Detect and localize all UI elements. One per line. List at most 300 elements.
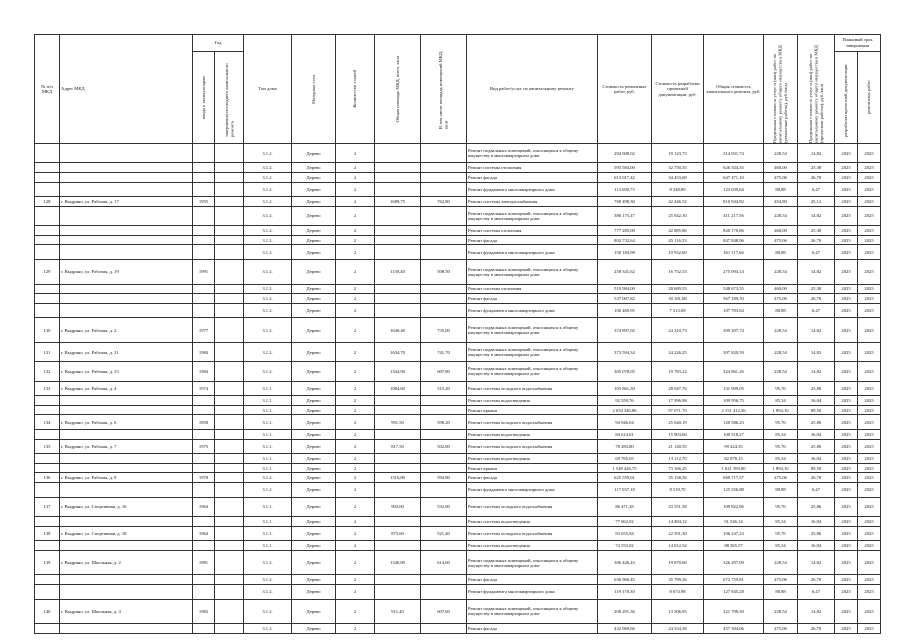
cell-design-cost: 25 640,19 [652,415,704,430]
cell-total-cost: 107 783,64 [704,303,764,318]
col-year-renovation [215,51,244,144]
cell-term-design: 2025 [835,259,858,284]
cell-total-cost: 324 861,26 [704,362,764,381]
cell-house-type: 3.1.2. [244,197,292,207]
table-row [35,318,881,343]
cell-wall-material: Дерево [292,342,336,361]
cell-limit-cost-design: 26,70 [798,235,835,245]
col-year-group: Год [193,35,244,52]
col-planned-term: Плановый срок завершения [835,35,881,52]
table-row [35,396,881,406]
cell-total-area [375,396,421,406]
cell-year-renovation [215,318,244,343]
cell-house-type: 3.1.2. [244,362,292,381]
cell-term-design: 2025 [835,405,858,415]
cell-floors: 2 [336,294,375,304]
cell-total-area [375,172,421,182]
cell-work-type: Ремонт подвальных помещений, относящихся к общему имуществу в многоквартирном доме [467,362,598,381]
cell-term-repair: 2025 [858,303,881,318]
cell-floors: 2 [336,575,375,585]
cell-term-design: 2025 [835,381,858,396]
cell-living-area: 502,80 [421,439,467,454]
table-row [35,284,881,294]
cell-floors: 2 [336,454,375,464]
cell-term-repair: 2025 [858,362,881,381]
cell-limit-cost-design: 25,38 [798,163,835,173]
cell-total-cost: 120 586,23 [704,415,764,430]
cell-house-type: 3.1.2. [244,575,292,585]
cell-limit-cost-design: 89,50 [798,405,835,415]
cell-repair-cost: 69 765,05 [598,454,652,464]
cell-living-area [421,463,467,473]
cell-wall-material: Дерево [292,454,336,464]
cell-design-cost: 42 446,52 [652,197,704,207]
cell-house-type: 3.1.1. [244,526,292,541]
cell-total-cost: 314 031,74 [704,144,764,163]
cell-limit-cost-repair: 228,54 [764,342,798,361]
cell-address [60,163,193,173]
cell-num [35,624,60,634]
cell-wall-material: Дерево [292,303,336,318]
cell-year-renovation [215,197,244,207]
cell-house-type: 3.1.2. [244,172,292,182]
cell-term-repair: 2025 [858,197,881,207]
cell-total-area: 1640,40 [375,318,421,343]
cell-floors: 2 [336,342,375,361]
cell-design-cost: 97 071,70 [652,405,704,415]
table-row [35,381,881,396]
cell-work-type: Ремонт фасада [467,294,598,304]
cell-repair-cost: 83 655,94 [598,526,652,541]
cell-work-type: Ремонт системы водоотведения [467,517,598,527]
cell-term-design: 2025 [835,226,858,236]
cell-work-type: Ремонт системы холодного водоснабжения [467,526,598,541]
cell-limit-cost-repair: 85,34 [764,430,798,440]
cell-wall-material: Дерево [292,584,336,599]
table-header [35,35,881,144]
col-living-area-label: В том числе площадь помещений МКД, кв.м [438,50,449,129]
cell-address [60,405,193,415]
cell-limit-cost-design: 26,70 [798,624,835,634]
cell-term-repair: 2025 [858,226,881,236]
cell-year-commission [193,294,215,304]
cell-address [60,182,193,197]
cell-floors: 2 [336,405,375,415]
cell-address: г. Выдрино, ул. Рабочая, д. 2 [60,318,193,343]
cell-wall-material: Дерево [292,362,336,381]
cell-term-design: 2025 [835,206,858,225]
cell-limit-cost-design: 14,82 [798,599,835,624]
cell-num [35,454,60,464]
cell-num [35,294,60,304]
cell-limit-cost-repair: 85,34 [764,517,798,527]
cell-address: г. Выдрино, ул. Рабочая, д. 31 [60,342,193,361]
cell-total-cost: 820 170,86 [704,226,764,236]
cell-address: г. Выдрино, ул. Школьная, д. 2 [60,550,193,575]
cell-limit-cost-repair: 1 894,10 [764,405,798,415]
cell-design-cost: 19 870,66 [652,550,704,575]
cell-num [35,226,60,236]
cell-floors: 2 [336,197,375,207]
cell-living-area: 515,20 [421,381,467,396]
cell-year-commission [193,517,215,527]
cell-term-design: 2025 [835,144,858,163]
cell-floors: 2 [336,284,375,294]
cell-year-renovation [215,415,244,430]
cell-num [35,517,60,527]
cell-year-commission [193,235,215,245]
cell-year-renovation [215,342,244,361]
cell-limit-cost-repair: 95,76 [764,439,798,454]
cell-num: 138 [35,526,60,541]
cell-floors: 2 [336,362,375,381]
cell-term-repair: 2025 [858,439,881,454]
col-total-cost: Общая стоимость капитального ремонта, руб. [704,35,764,144]
cell-living-area: 532,80 [421,497,467,516]
cell-year-renovation [215,362,244,381]
cell-design-cost: 14 012,54 [652,541,704,551]
cell-year-commission: 1977 [193,318,215,343]
cell-total-area [375,541,421,551]
table-row [35,463,881,473]
cell-design-cost: 35 799,36 [652,575,704,585]
col-term-design-label: разработки проектной документации [843,64,849,138]
cell-repair-cost: 86 471,28 [598,497,652,516]
cell-design-cost: 19 123,73 [652,144,704,163]
cell-term-repair: 2025 [858,259,881,284]
cell-limit-cost-repair: 88,88 [764,182,798,197]
table-row [35,483,881,498]
cell-limit-cost-repair: 475,06 [764,294,798,304]
cell-address: г. Выдрино, ул. Рабочая, д. 33 [60,362,193,381]
table-row [35,439,881,454]
cell-repair-cost: 306 426,43 [598,550,652,575]
cell-term-repair: 2025 [858,430,881,440]
cell-term-repair: 2025 [858,415,881,430]
cell-num: 128 [35,197,60,207]
cell-house-type: 3.1.1. [244,396,292,406]
cell-work-type: Ремонт системы холодного водоснабжения [467,497,598,516]
cell-floors: 2 [336,526,375,541]
cell-design-cost: 16 752,53 [652,259,704,284]
cell-total-cost: 131 909,05 [704,381,764,396]
cell-wall-material: Дерево [292,318,336,343]
cell-house-type: 3.1.2. [244,163,292,173]
cell-term-repair: 2025 [858,396,881,406]
cell-term-repair: 2025 [858,599,881,624]
cell-year-renovation [215,439,244,454]
cell-term-repair: 2025 [858,454,881,464]
cell-address: г. Выдрино, ул. Школьная, д. 4 [60,599,193,624]
cell-limit-cost-design: 26,70 [798,294,835,304]
col-year-commission-label: ввода в эксплуатацию [200,75,206,119]
cell-year-commission [193,284,215,294]
cell-house-type: 3.1.2. [244,584,292,599]
cell-address [60,584,193,599]
cell-term-repair: 2025 [858,342,881,361]
cell-num: 140 [35,599,60,624]
cell-work-type: Ремонт системы водоотведения [467,430,598,440]
cell-address [60,172,193,182]
cell-repair-cost: 92 559,76 [598,396,652,406]
table-row [35,245,881,260]
cell-limit-cost-design: 14,82 [798,318,835,343]
cell-num [35,163,60,173]
cell-wall-material: Дерево [292,439,336,454]
cell-limit-cost-repair: 95,76 [764,526,798,541]
col-wall-material-label: Материал стен [310,74,316,104]
cell-repair-cost: 432 969,66 [598,624,652,634]
cell-limit-cost-repair: 88,88 [764,303,798,318]
cell-term-repair: 2025 [858,473,881,483]
cell-living-area: 607,60 [421,599,467,624]
cell-limit-cost-repair: 460,00 [764,226,798,236]
cell-work-type: Ремонт подвальных помещений, относящихся к общему имуществу в многоквартирном доме [467,550,598,575]
cell-year-renovation [215,463,244,473]
cell-term-design: 2025 [835,541,858,551]
cell-year-renovation [215,541,244,551]
cell-wall-material: Дерево [292,517,336,527]
cell-limit-cost-repair: 475,06 [764,575,798,585]
repair-program-table [34,34,881,634]
cell-repair-cost: 613 017,42 [598,172,652,182]
cell-total-cost: 567 189,50 [704,294,764,304]
cell-work-type: Ремонт системы холодного водоснабжения [467,439,598,454]
cell-total-area [375,463,421,473]
table-row [35,226,881,236]
cell-num [35,541,60,551]
cell-limit-cost-design: 14,82 [798,206,835,225]
cell-house-type: 3.1.2. [244,144,292,163]
table-row [35,584,881,599]
cell-limit-cost-design: 14,82 [798,550,835,575]
cell-term-design: 2025 [835,439,858,454]
cell-year-renovation [215,584,244,599]
cell-limit-cost-repair: 88,88 [764,584,798,599]
cell-total-cost: 99 424,35 [704,439,764,454]
cell-total-area [375,144,421,163]
cell-year-commission [193,163,215,173]
cell-year-commission: 1984 [193,342,215,361]
cell-limit-cost-repair: 228,54 [764,206,798,225]
cell-year-renovation [215,172,244,182]
cell-term-repair: 2025 [858,182,881,197]
cell-design-cost: 73 166,25 [652,463,704,473]
cell-design-cost: 30 181,68 [652,294,704,304]
cell-address: г. Выдрино, ул. Спортивная, д. 16 [60,497,193,516]
cell-num: 130 [35,318,60,343]
cell-wall-material: Дерево [292,483,336,498]
cell-num [35,172,60,182]
table-row [35,550,881,575]
cell-total-cost: 647 471,10 [704,172,764,182]
cell-repair-cost: 119 170,30 [598,584,652,599]
table-row [35,342,881,361]
cell-floors: 2 [336,182,375,197]
cell-wall-material: Дерево [292,396,336,406]
cell-work-type: Ремонт системы водоотведения [467,541,598,551]
cell-address: г. Выдрино, ул. Рабочая, д. 6 [60,415,193,430]
cell-floors: 2 [336,226,375,236]
cell-limit-cost-design: 14,82 [798,259,835,284]
cell-total-area [375,235,421,245]
cell-floors: 2 [336,584,375,599]
cell-repair-cost: 84 614,61 [598,430,652,440]
cell-design-cost: 15 903,66 [652,430,704,440]
cell-house-type: 3.1.2. [244,342,292,361]
cell-limit-cost-design: 25,86 [798,439,835,454]
cell-term-design: 2025 [835,342,858,361]
document-page [34,34,880,634]
cell-design-cost: 35 158,56 [652,473,704,483]
col-term-repair-label: ремонтных работ [866,80,872,115]
cell-total-cost: 660 717,57 [704,473,764,483]
cell-floors: 2 [336,624,375,634]
cell-year-renovation [215,454,244,464]
cell-wall-material: Дерево [292,575,336,585]
cell-repair-cost: 100 469,95 [598,303,652,318]
cell-total-cost: 123 039,64 [704,182,764,197]
cell-term-design: 2025 [835,182,858,197]
cell-year-renovation [215,303,244,318]
cell-floors: 2 [336,415,375,430]
cell-floors: 2 [336,430,375,440]
cell-floors: 2 [336,163,375,173]
cell-house-type: 3.1.1. [244,405,292,415]
cell-total-area [375,245,421,260]
table-row [35,517,881,527]
cell-address: г. Выдрино, ул. Рабочая, д. 19 [60,259,193,284]
cell-limit-cost-design: 16,04 [798,430,835,440]
col-limit-cost-design [798,35,835,144]
cell-address [60,284,193,294]
cell-work-type: Ремонт фасада [467,473,598,483]
cell-num [35,245,60,260]
cell-floors: 2 [336,303,375,318]
cell-work-type: Ремонт подвальных помещений, относящихся к общему имуществу в многоквартирном доме [467,599,598,624]
cell-address [60,430,193,440]
cell-total-area: 1130,40 [375,259,421,284]
cell-wall-material: Дерево [292,463,336,473]
cell-wall-material: Дерево [292,284,336,294]
cell-total-area: 1340,80 [375,550,421,575]
cell-repair-cost: 77 062,02 [598,517,652,527]
cell-limit-cost-repair: 85,34 [764,454,798,464]
cell-total-area: 1084,60 [375,381,421,396]
cell-limit-cost-design: 16,04 [798,454,835,464]
cell-total-cost: 221 798,30 [704,599,764,624]
col-design-cost: Стоимость разработки проектной документации, руб. [652,35,704,144]
cell-work-type: Ремонт системы отопления [467,226,598,236]
cell-total-area: 911,40 [375,599,421,624]
cell-floors: 2 [336,550,375,575]
cell-total-cost: 106 247,23 [704,526,764,541]
cell-term-design: 2025 [835,318,858,343]
cell-limit-cost-design: 14,82 [798,342,835,361]
cell-term-design: 2025 [835,235,858,245]
cell-design-cost: 8 348,89 [652,182,704,197]
cell-term-design: 2025 [835,284,858,294]
cell-term-design: 2025 [835,454,858,464]
cell-living-area [421,430,467,440]
table-row [35,430,881,440]
table-row [35,473,881,483]
cell-total-area [375,284,421,294]
cell-term-repair: 2025 [858,483,881,498]
cell-term-repair: 2025 [858,517,881,527]
cell-design-cost: 8 674,98 [652,584,704,599]
table-row [35,362,881,381]
cell-floors: 2 [336,517,375,527]
cell-limit-cost-design: 6,47 [798,483,835,498]
table-row [35,163,881,173]
cell-work-type: Ремонт фасада [467,235,598,245]
cell-address [60,226,193,236]
cell-term-repair: 2025 [858,318,881,343]
cell-wall-material: Дерево [292,226,336,236]
cell-year-renovation [215,599,244,624]
cell-total-cost: 275 094,14 [704,259,764,284]
cell-total-area [375,163,421,173]
cell-total-cost: 100 518,27 [704,430,764,440]
cell-design-cost: 28 047,76 [652,381,704,396]
cell-limit-cost-design: 89,50 [798,463,835,473]
cell-term-design: 2025 [835,463,858,473]
cell-design-cost: 22 591,30 [652,526,704,541]
cell-living-area [421,303,467,318]
cell-living-area [421,575,467,585]
cell-design-cost: 7 313,69 [652,303,704,318]
cell-limit-cost-design: 25,86 [798,415,835,430]
cell-repair-cost: 593 584,00 [598,163,652,173]
cell-total-area: 991,50 [375,415,421,430]
cell-total-area [375,454,421,464]
cell-term-repair: 2025 [858,497,881,516]
cell-repair-cost: 94 946,04 [598,415,652,430]
cell-floors: 2 [336,381,375,396]
cell-term-repair: 2025 [858,526,881,541]
cell-term-design: 2025 [835,362,858,381]
cell-total-area: 1316,80 [375,473,421,483]
cell-living-area [421,584,467,599]
cell-wall-material: Дерево [292,624,336,634]
cell-num [35,206,60,225]
cell-limit-cost-design: 26,70 [798,575,835,585]
cell-living-area [421,284,467,294]
cell-total-area [375,405,421,415]
table-row [35,526,881,541]
cell-address [60,463,193,473]
cell-year-renovation [215,526,244,541]
cell-total-area [375,182,421,197]
cell-total-cost: 1 621 593,00 [704,463,764,473]
cell-limit-cost-repair: 475,06 [764,235,798,245]
cell-living-area [421,624,467,634]
cell-work-type: Ремонт фундамента многоквартирного дома [467,303,598,318]
cell-house-type: 3.1.2. [244,226,292,236]
cell-year-commission: 1978 [193,473,215,483]
cell-house-type: 3.1.1. [244,463,292,473]
cell-year-commission [193,245,215,260]
cell-floors: 2 [336,318,375,343]
cell-address [60,454,193,464]
cell-year-commission [193,182,215,197]
cell-year-renovation [215,144,244,163]
cell-wall-material: Дерево [292,163,336,173]
cell-repair-cost: 74 553,02 [598,541,652,551]
cell-total-area: 1634,70 [375,342,421,361]
cell-year-commission [193,226,215,236]
